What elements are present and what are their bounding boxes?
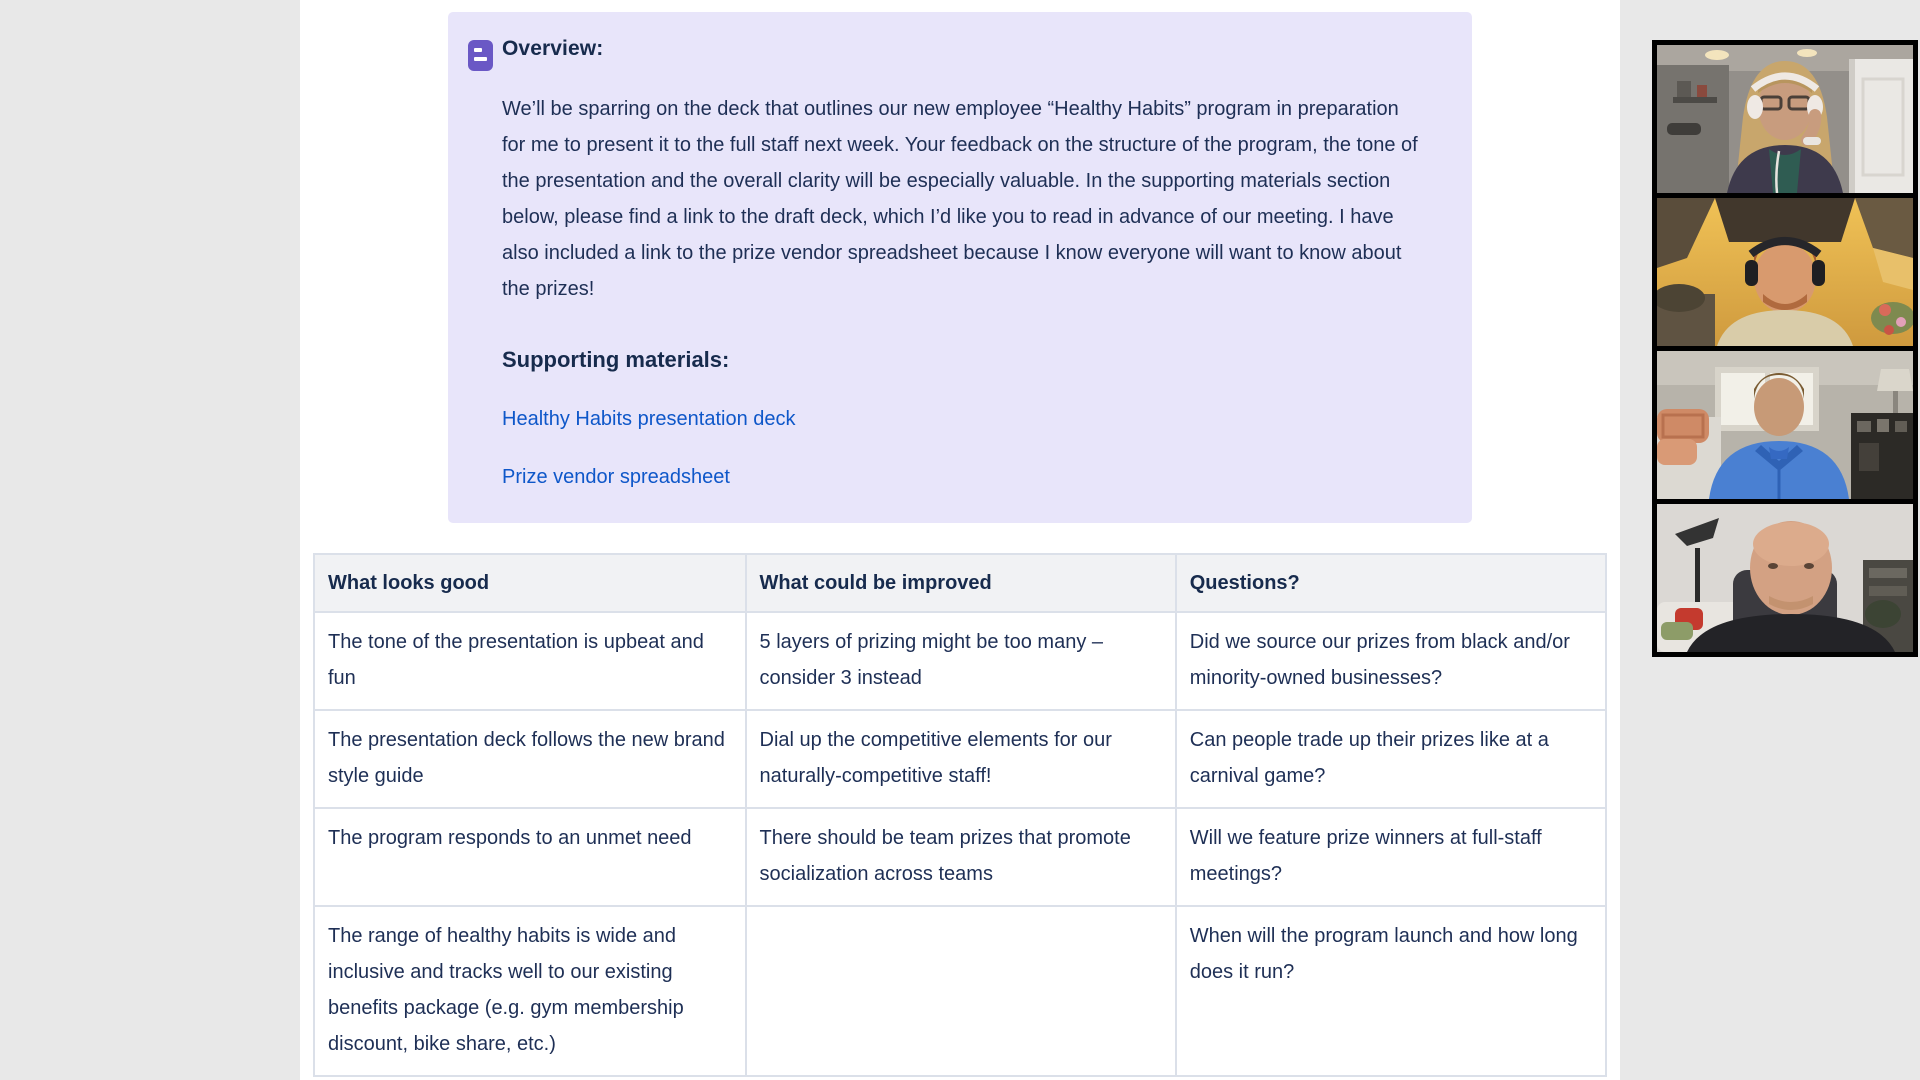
table-row	[314, 906, 1606, 1076]
table-cell: When will the program launch and how long does it run?	[1176, 906, 1606, 1076]
video-participant-strip	[1652, 40, 1918, 657]
participant-4-video-feed	[1657, 504, 1913, 652]
supporting-materials-title: Supporting materials:	[502, 347, 730, 372]
column-header-what-looks-good: What looks good	[314, 554, 746, 612]
participant-video-3[interactable]	[1657, 351, 1913, 499]
participant-video-4[interactable]	[1657, 504, 1913, 652]
participant-3-video-feed	[1657, 351, 1913, 499]
table-cell: Can people trade up their prizes like at a carnival game?	[1176, 710, 1606, 808]
table-cell: The presentation deck follows the new brand style guide	[314, 710, 746, 808]
table-cell: Dial up the competitive elements for our naturally-competitive staff!	[746, 710, 1176, 808]
table-cell: The program responds to an unmet need	[314, 808, 746, 906]
table-cell: 5 layers of prizing might be too many – consider 3 instead	[746, 612, 1176, 710]
table-row	[314, 808, 1606, 906]
table-row	[314, 710, 1606, 808]
table-cell: The tone of the presentation is upbeat and fun	[314, 612, 746, 710]
column-header-what-could-be-improved: What could be improved	[746, 554, 1176, 612]
note-icon-line	[474, 57, 487, 61]
note-icon-line	[474, 48, 482, 52]
link-prize-vendor-spreadsheet[interactable]: Prize vendor spreadsheet	[502, 466, 730, 488]
participant-1-video-feed	[1657, 45, 1913, 193]
note-icon	[468, 40, 493, 71]
feedback-table	[313, 553, 1607, 1077]
overview-title: Overview:	[502, 37, 604, 60]
participant-2-video-feed	[1657, 198, 1913, 346]
overview-panel	[448, 12, 1472, 523]
table-cell: The range of healthy habits is wide and inclusive and tracks well to our existing benefits package (e.g. gym membership discount, bike share, etc.)	[314, 906, 746, 1076]
table-cell	[746, 906, 1176, 1076]
table-cell: There should be team prizes that promote socialization across teams	[746, 808, 1176, 906]
participant-video-1[interactable]	[1657, 45, 1913, 193]
column-header-questions: Questions?	[1176, 554, 1606, 612]
table-row	[314, 612, 1606, 710]
table-cell: Will we feature prize winners at full-staff meetings?	[1176, 808, 1606, 906]
overview-panel-body	[502, 28, 1426, 489]
link-healthy-habits-deck[interactable]: Healthy Habits presentation deck	[502, 408, 796, 430]
overview-paragraph: We’ll be sparring on the deck that outlines our new employee “Healthy Habits” program in preparation for me to present it to the full staff next week. Your feedback on the structure of the program, the tone of the presentation and the overall clarity will be especially valuable. In the supporting materials section below, please find a link to the draft deck, which I’d like you to read in advance of our meeting. I have also included a link to the prize vendor spreadsheet because I know everyone will want to know about the prizes!	[502, 98, 1418, 300]
document-page	[300, 0, 1620, 1080]
participant-video-2[interactable]	[1657, 198, 1913, 346]
table-header-row	[314, 554, 1606, 612]
panel-icon-column	[468, 28, 502, 71]
table-cell: Did we source our prizes from black and/or minority-owned businesses?	[1176, 612, 1606, 710]
